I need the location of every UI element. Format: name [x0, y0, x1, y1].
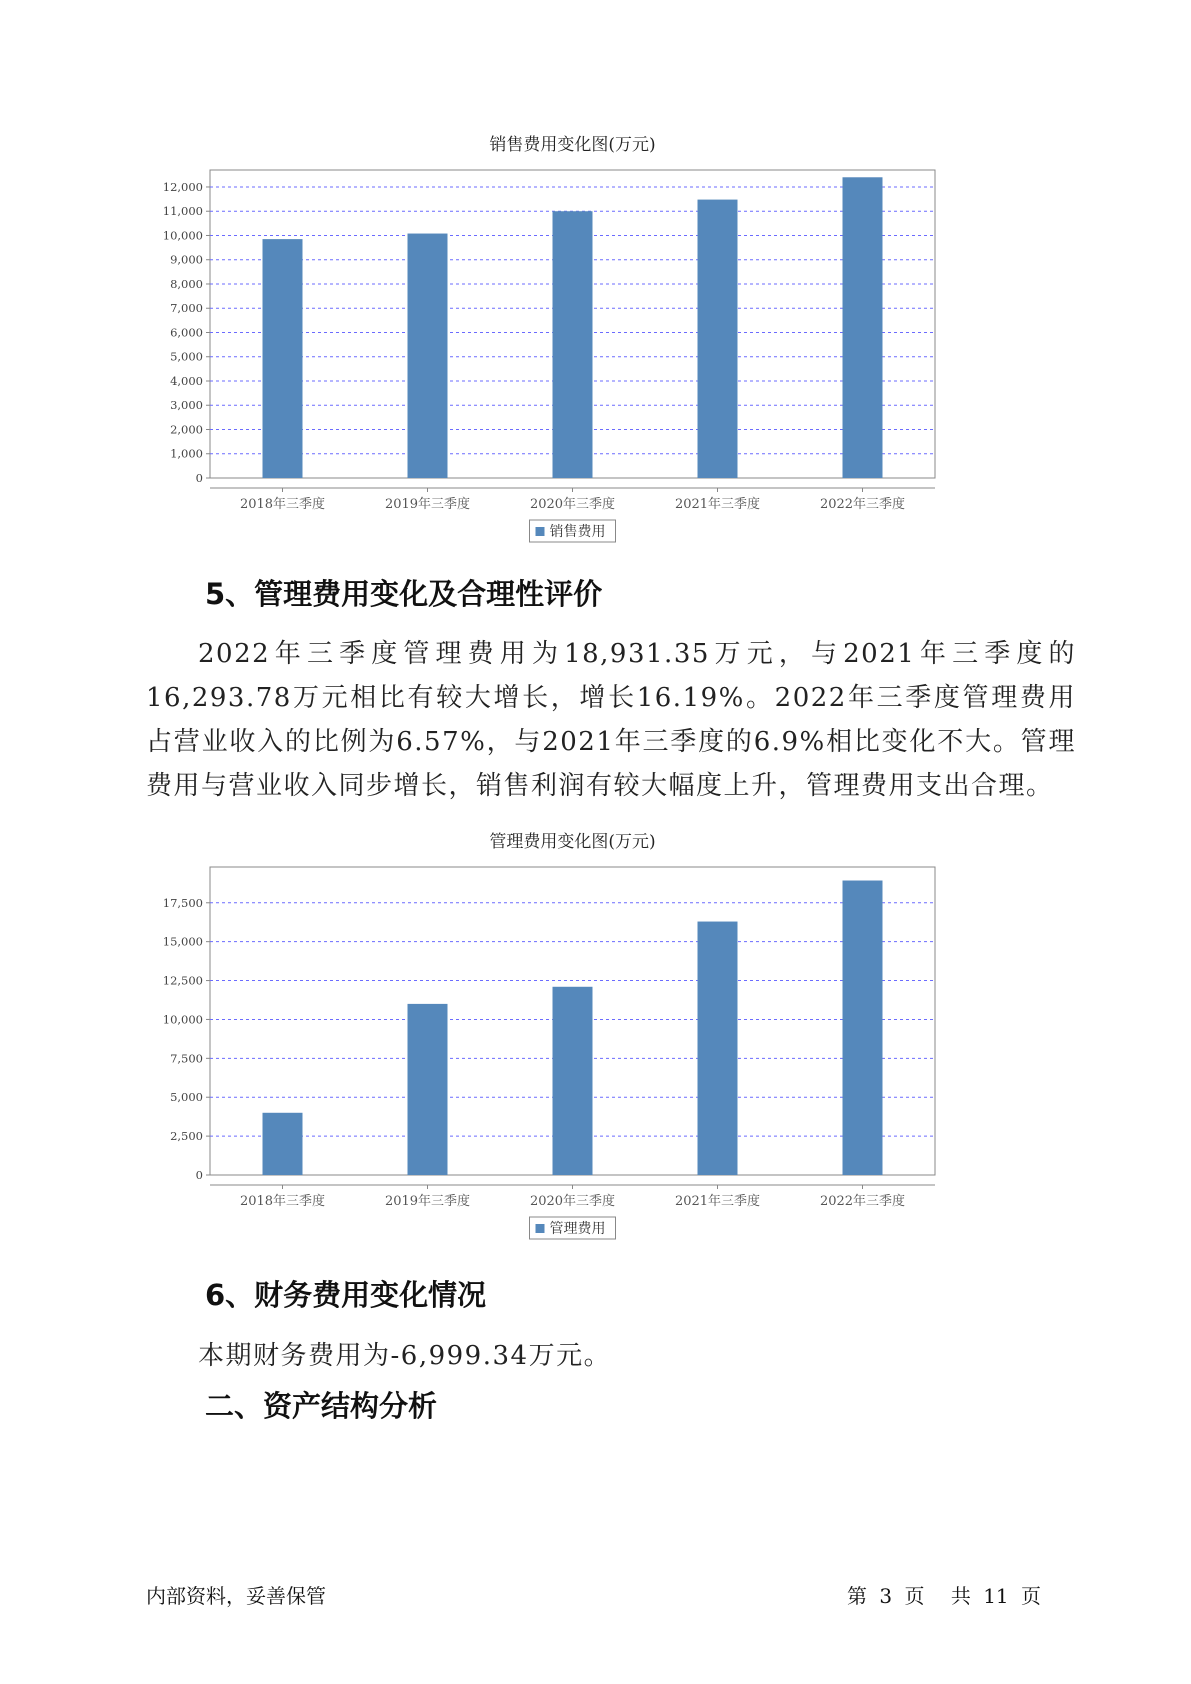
y-tick-label: 5,000 — [170, 1090, 203, 1105]
y-tick-label: 10,000 — [162, 228, 203, 243]
chart-title: 销售费用变化图(万元) — [489, 135, 656, 155]
management-expense-text: 2022年三季度管理费用为18,931.35万元，与2021年三季度的16,293.78万元相比有较大增长，增长16.19%。2022年三季度管理费用占营业收入的比例为6.57%，与2021年三季度的6.9%相比变化不大。管理费用与营业收入同步增长，销售利润有较大幅度上升，管理费用支出合理。 — [146, 639, 1076, 801]
section-heading-asset-structure: 二、资产结构分析 — [205, 1389, 438, 1423]
bar — [698, 922, 738, 1175]
y-tick-label: 15,000 — [162, 934, 203, 949]
bar — [843, 881, 883, 1175]
y-tick-label: 6,000 — [170, 325, 203, 340]
page-current: 3 — [879, 1584, 893, 1608]
x-tick-label: 2020年三季度 — [529, 497, 616, 512]
x-tick-label: 2019年三季度 — [384, 1194, 471, 1209]
x-tick-label: 2022年三季度 — [819, 1194, 906, 1209]
management-expense-chart — [150, 822, 1050, 1252]
management-expense-paragraph — [146, 632, 1076, 808]
y-tick-label: 9,000 — [170, 252, 203, 267]
bar — [698, 200, 738, 478]
footer-confidential-note: 内部资料，妥善保管 — [146, 1584, 326, 1608]
x-tick-label: 2021年三季度 — [674, 1194, 761, 1209]
x-tick-label: 2020年三季度 — [529, 1194, 616, 1209]
sales-expense-chart-svg — [150, 125, 1050, 555]
y-tick-label: 11,000 — [162, 204, 203, 219]
y-tick-label: 5,000 — [170, 349, 203, 364]
y-tick-label: 7,500 — [170, 1051, 203, 1066]
page-total: 11 — [983, 1584, 1009, 1608]
x-tick-label: 2022年三季度 — [819, 497, 906, 512]
management-expense-chart-svg — [150, 822, 1050, 1252]
finance-expense-paragraph — [146, 1334, 1076, 1378]
x-tick-label: 2019年三季度 — [384, 497, 471, 512]
x-tick-label: 2018年三季度 — [239, 497, 326, 512]
bar — [553, 987, 593, 1175]
finance-expense-text: 本期财务费用为-6,999.34万元。 — [198, 1341, 612, 1371]
section-heading-finance-expense: 6、财务费用变化情况 — [205, 1278, 487, 1312]
bar — [408, 234, 448, 478]
legend-label: 管理费用 — [549, 1221, 606, 1237]
page-unit: 页 — [904, 1584, 925, 1608]
y-tick-label: 10,000 — [162, 1012, 203, 1027]
y-tick-label: 8,000 — [170, 276, 203, 291]
y-tick-label: 3,000 — [170, 398, 203, 413]
legend-swatch — [536, 1224, 545, 1233]
chart-title: 管理费用变化图(万元) — [489, 832, 656, 852]
page-prefix: 第 — [847, 1584, 868, 1608]
bar — [553, 211, 593, 478]
y-tick-label: 0 — [195, 1168, 203, 1182]
x-tick-label: 2018年三季度 — [239, 1194, 326, 1209]
footer-page-number — [841, 1580, 1041, 1609]
bar — [843, 177, 883, 478]
bar — [263, 239, 303, 478]
y-tick-label: 17,500 — [162, 895, 203, 910]
y-tick-label: 12,000 — [162, 179, 203, 194]
y-tick-label: 1,000 — [170, 446, 203, 461]
y-tick-label: 12,500 — [162, 973, 203, 988]
y-tick-label: 0 — [195, 471, 203, 485]
legend-swatch — [536, 527, 545, 536]
y-tick-label: 2,500 — [170, 1129, 203, 1144]
bar — [408, 1004, 448, 1175]
y-tick-label: 2,000 — [170, 422, 203, 437]
bar — [263, 1113, 303, 1175]
x-tick-label: 2021年三季度 — [674, 497, 761, 512]
total-prefix: 共 — [950, 1584, 971, 1608]
total-unit: 页 — [1021, 1584, 1041, 1608]
section-heading-management-expense: 5、管理费用变化及合理性评价 — [205, 577, 603, 611]
legend-label: 销售费用 — [549, 524, 606, 540]
sales-expense-chart — [150, 125, 1050, 555]
y-tick-label: 7,000 — [170, 301, 203, 316]
y-tick-label: 4,000 — [170, 373, 203, 388]
